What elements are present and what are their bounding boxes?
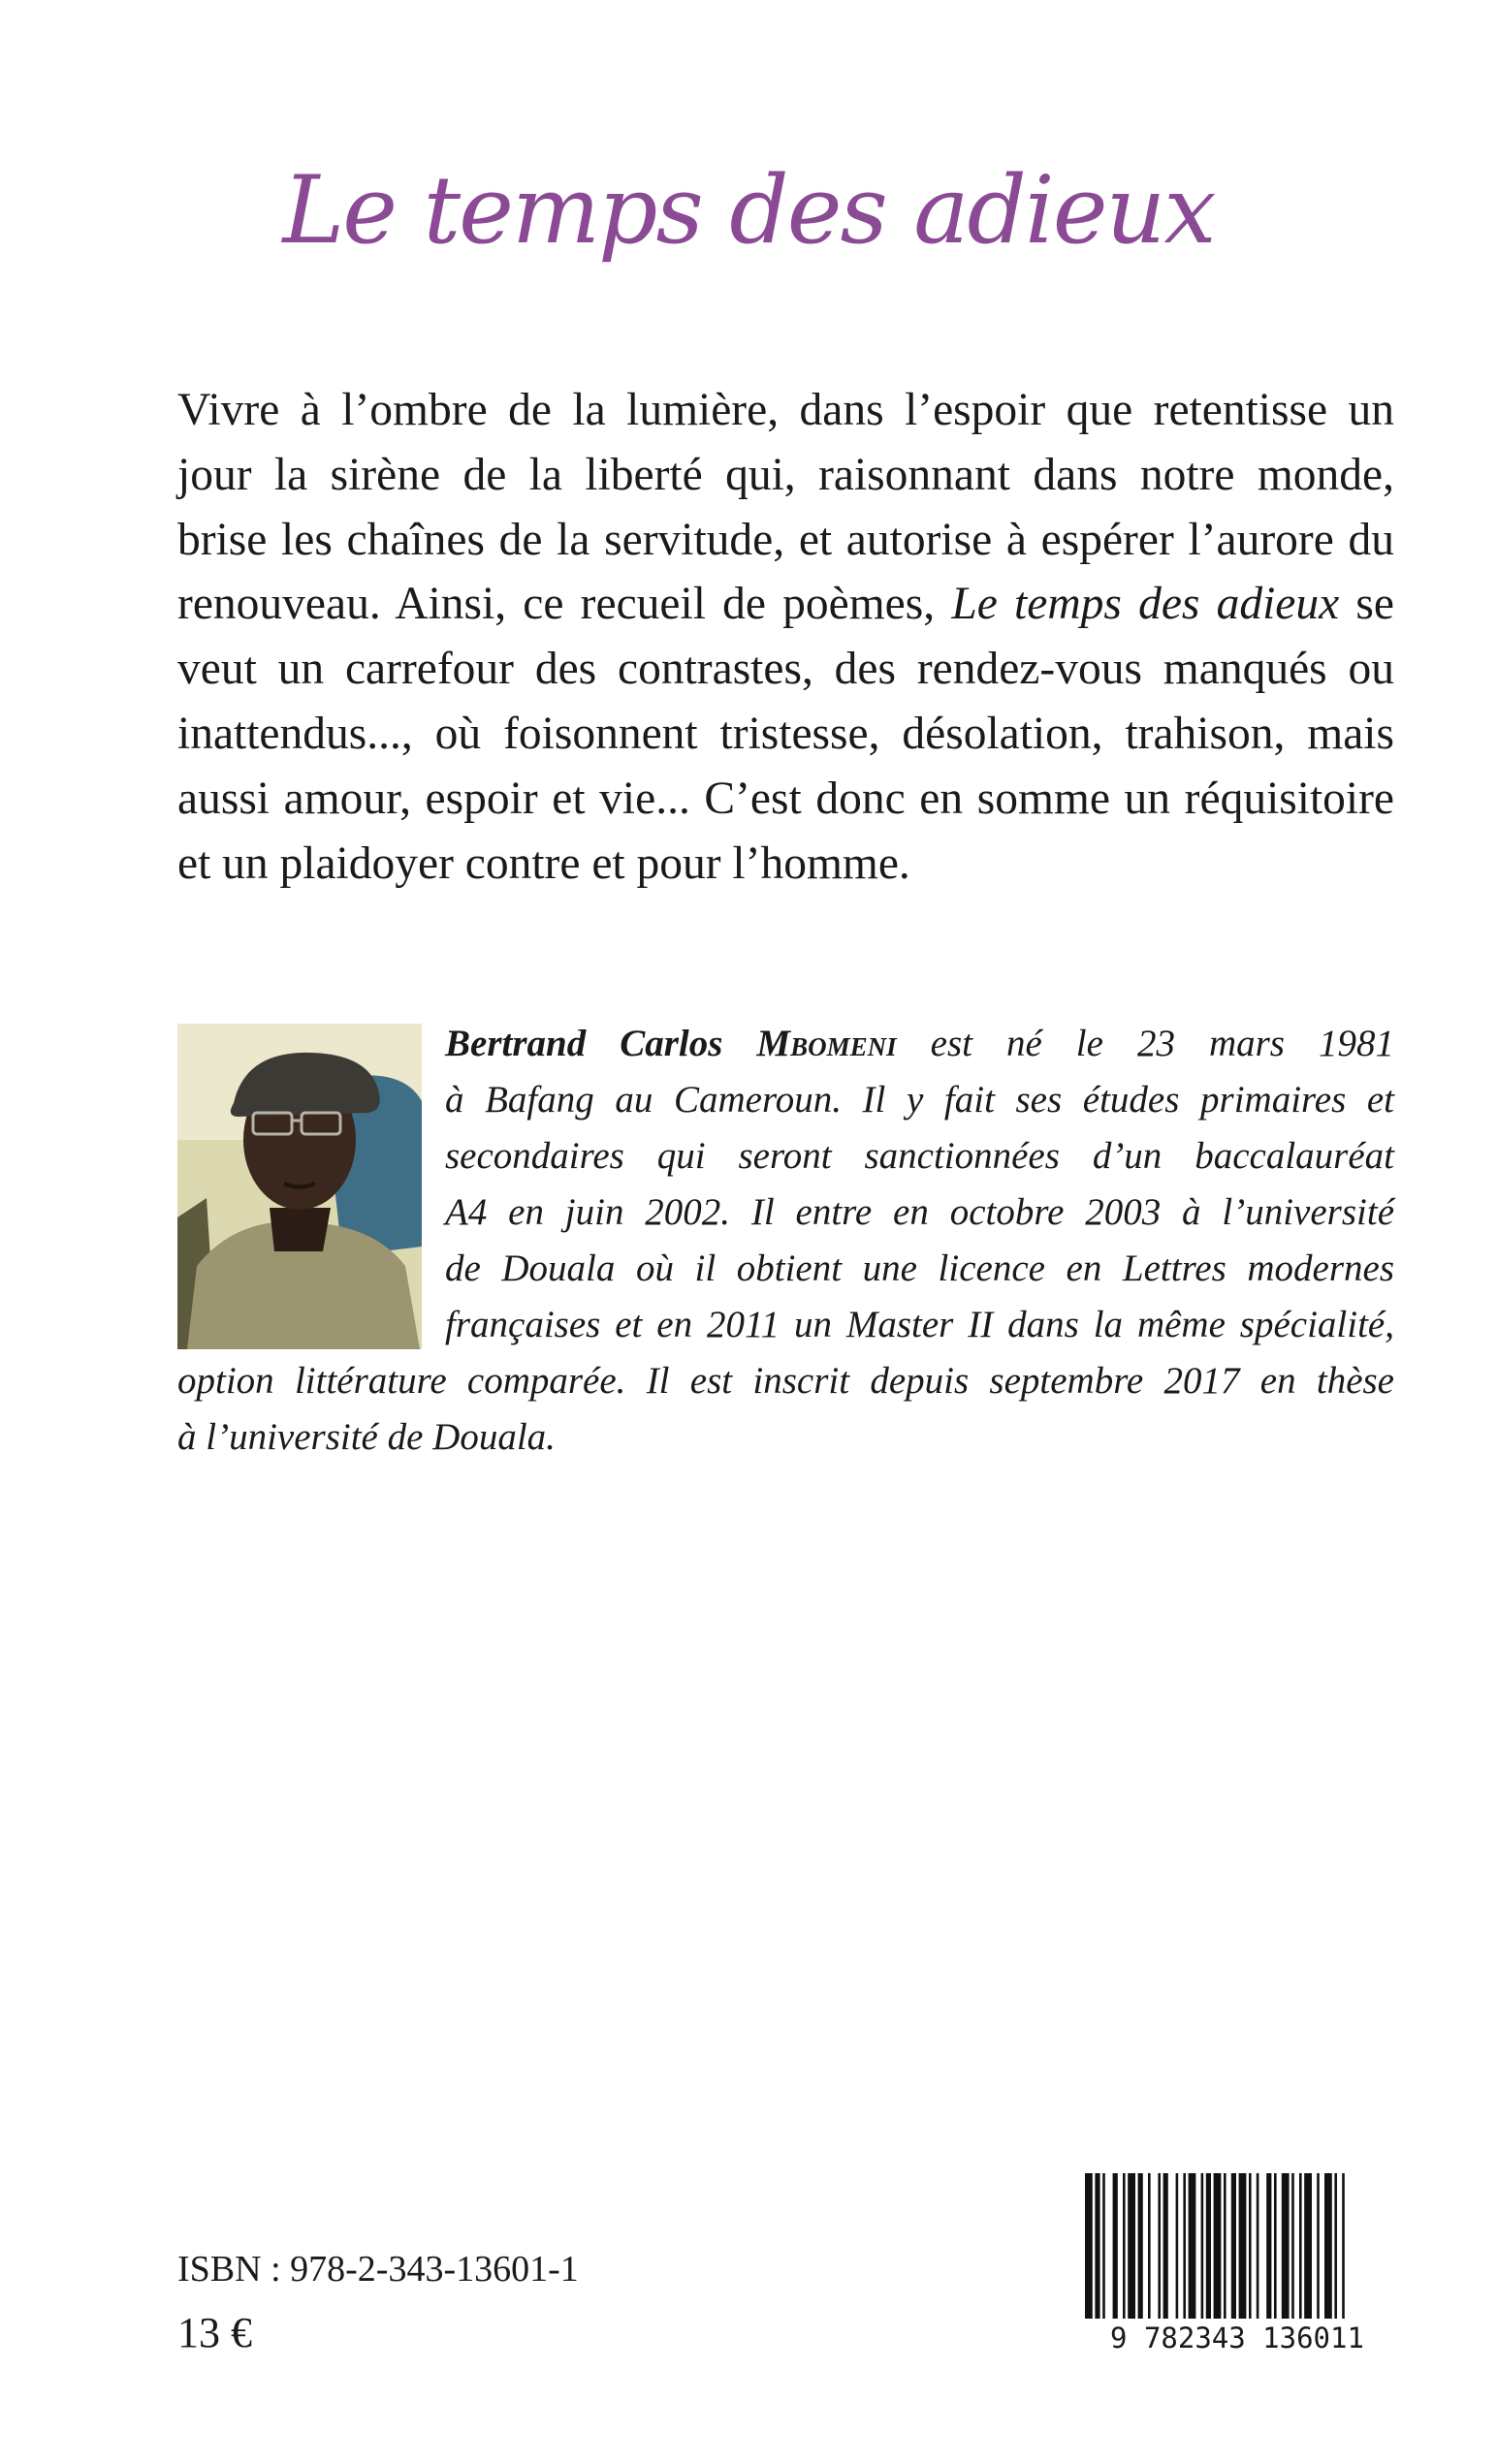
barcode-bar [1282,2173,1290,2319]
barcode-bar [1183,2173,1186,2319]
barcode-bar [1113,2173,1118,2319]
barcode-bar [1163,2173,1168,2319]
bio-line: à l’université de Douala. [177,1416,556,1458]
blurb-text: se [1339,579,1394,630]
barcode-bar [1095,2173,1099,2319]
book-title: Le temps des adieux [282,156,1215,265]
bio-line: Bertrand Carlos Mbomeni est né le 23 mars 1981 [445,1023,1394,1064]
barcode-bar [1138,2173,1143,2319]
barcode-bar [1123,2173,1126,2319]
barcode-bars [1085,2173,1345,2319]
price: 13 € [177,2309,252,2356]
author-photo [177,1024,422,1349]
blurb-line: brise les chaînes de la servitude, et autorise à espérer l’aurore du [177,514,1394,565]
barcode-bar [1224,2173,1226,2319]
barcode-bar [1158,2173,1161,2319]
blurb-text: renouveau. Ainsi, ce recueil de poèmes, [177,579,952,630]
barcode-bar [1274,2173,1277,2319]
barcode-bar [1201,2173,1204,2319]
bio-line: option littérature comparée. Il est inscrit depuis septembre 2017 en thèse [177,1360,1394,1402]
barcode-bar [1249,2173,1252,2319]
bio-line: à Bafang au Cameroun. Il y fait ses études primaires et [445,1079,1394,1121]
barcode-bar [1176,2173,1179,2319]
isbn: ISBN : 978-2-343-13601-1 [177,2249,579,2290]
bio-line: A4 en juin 2002. Il entre en octobre 2003 à l’université [445,1191,1394,1233]
back-cover-blurb [177,378,1394,896]
barcode-bar [1257,2173,1259,2319]
barcode-bar [1334,2173,1337,2319]
barcode-bar [1214,2173,1222,2319]
author-portrait-illustration [177,1024,422,1349]
barcode-bar [1299,2173,1302,2319]
blurb-book-title: Le temps des adieux [951,579,1340,630]
barcode-bar [1189,2173,1196,2319]
blurb-line: aussi amour, espoir et vie... C’est donc en somme un réquisitoire [177,773,1394,824]
barcode-bar [1324,2173,1332,2319]
barcode-bar [1128,2173,1135,2319]
author-bio [177,1016,1394,1466]
barcode [1083,2173,1391,2354]
blurb-line [177,572,1394,637]
barcode-bar [1085,2173,1093,2319]
barcode-bar [1291,2173,1294,2319]
blurb-line: et un plaidoyer contre et pour l’homme. [177,837,910,889]
bio-line: françaises et en 2011 un Master II dans la même spécialité, [445,1304,1394,1345]
blurb-line: Vivre à l’ombre de la lumière, dans l’espoir que retentisse un [177,385,1394,435]
barcode-bar [1266,2173,1271,2319]
blurb-line: veut un carrefour des contrastes, des rendez-vous manqués ou [177,644,1394,695]
barcode-bar [1102,2173,1105,2319]
barcode-bar [1317,2173,1320,2319]
barcode-bar [1148,2173,1151,2319]
barcode-bar [1239,2173,1247,2319]
barcode-bar [1304,2173,1312,2319]
blurb-line: inattendus..., où foisonnent tristesse, désolation, trahison, mais [177,708,1394,759]
author-name: Bertrand Carlos Mbomeni [445,1023,897,1064]
barcode-bar [1206,2173,1211,2319]
barcode-bar [1342,2173,1345,2319]
barcode-bar [1231,2173,1236,2319]
blurb-line: jour la sirène de la liberté qui, raisonnant dans notre monde, [177,449,1394,500]
bio-line: secondaires qui seront sanctionnées d’un baccalauréat [445,1135,1394,1177]
barcode-digits: 9 782343 136011 [1110,2322,1364,2354]
bio-line: de Douala où il obtient une licence en Lettres modernes [445,1248,1394,1289]
